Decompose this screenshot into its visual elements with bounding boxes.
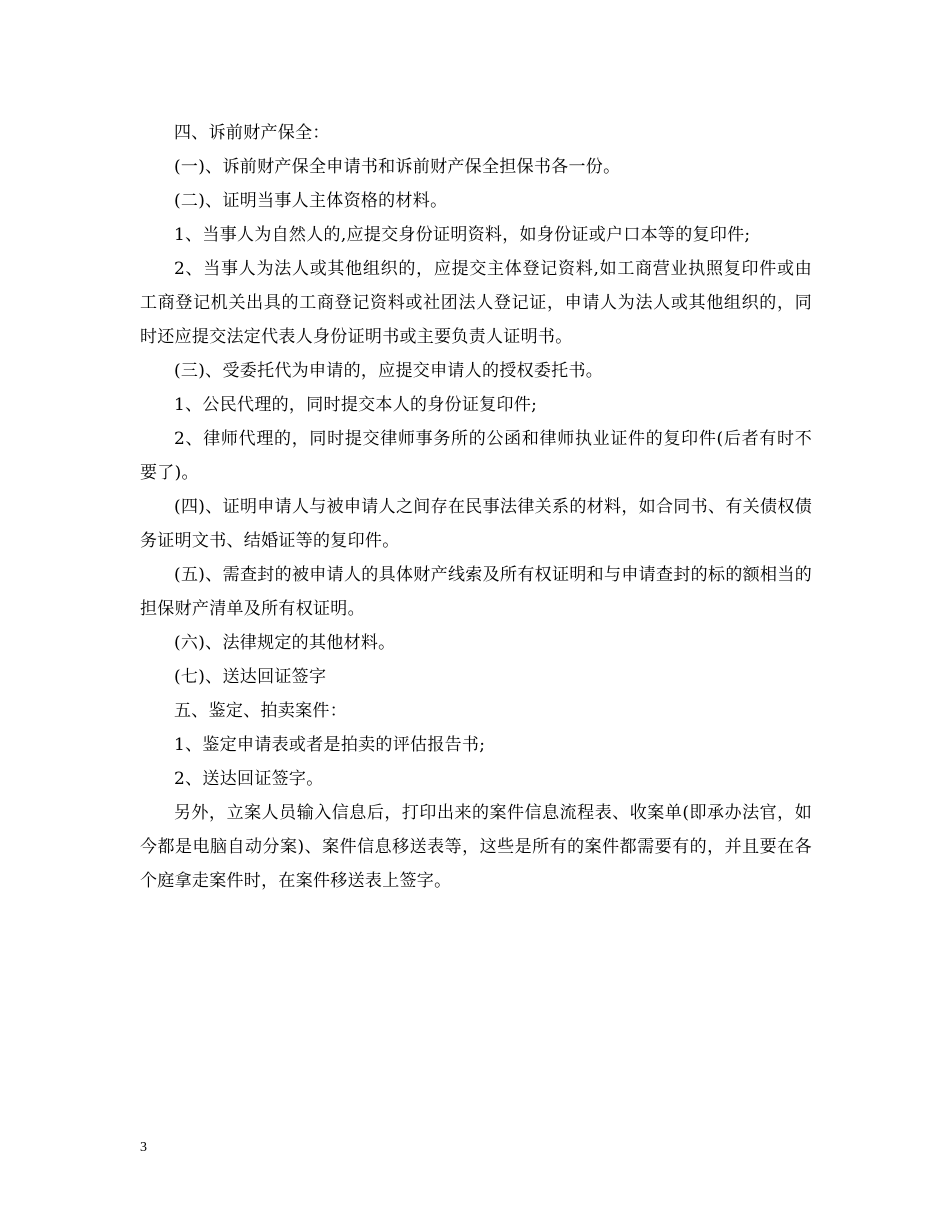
paragraph-additional-note: 另外，立案人员输入信息后，打印出来的案件信息流程表、收案单(即承办法官，如今都是电脑自动分案)、案件信息移送表等，这些是所有的案件都需要有的，并且要在各个庭拿走案件时，在案件移送表上签字。 [140,803,812,891]
document-body [140,116,812,898]
paragraph-item-3-1: 1、公民代理的，同时提交本人的身份证复印件; [174,395,538,415]
paragraph-item-6: (六)、法律规定的其他材料。 [174,633,396,653]
paragraph-item-3: (三)、受委托代为申请的，应提交申请人的授权委托书。 [174,361,604,381]
section-heading-pre-litigation-preservation: 四、诉前财产保全： [174,123,330,143]
paragraph-item-7: (七)、送达回证签字 [174,667,327,687]
paragraph-item-1: (一)、诉前财产保全申请书和诉前财产保全担保书各一份。 [174,157,621,177]
paragraph-item-5: (五)、需查封的被申请人的具体财产线索及所有权证明和与申请查封的标的额相当的担保财产清单及所有权证明。 [140,565,812,619]
paragraph-item-2: (二)、证明当事人主体资格的材料。 [174,191,448,211]
section-heading-appraisal-auction: 五、鉴定、拍卖案件： [174,701,347,721]
paragraph-item-3-2: 2、律师代理的，同时提交律师事务所的公函和律师执业证件的复印件(后者有时不要了)。 [140,429,812,483]
paragraph-appraisal-1: 1、鉴定申请表或者是拍卖的评估报告书; [174,735,486,755]
paragraph-item-2-2: 2、当事人为法人或其他组织的，应提交主体登记资料,如工商营业执照复印件或由工商登记机关出具的工商登记资料或社团法人登记证，申请人为法人或其他组织的，同时还应提交法定代表人身份证明书或主要负责人证明书。 [140,259,812,347]
paragraph-item-2-1: 1、当事人为自然人的,应提交身份证明资料，如身份证或户口本等的复印件; [174,225,751,245]
paragraph-appraisal-2: 2、送达回证签字。 [174,769,324,789]
page-number: 3 [140,1140,147,1155]
paragraph-item-4: (四)、证明申请人与被申请人之间存在民事法律关系的材料，如合同书、有关债权债务证明文书、结婚证等的复印件。 [140,497,812,551]
